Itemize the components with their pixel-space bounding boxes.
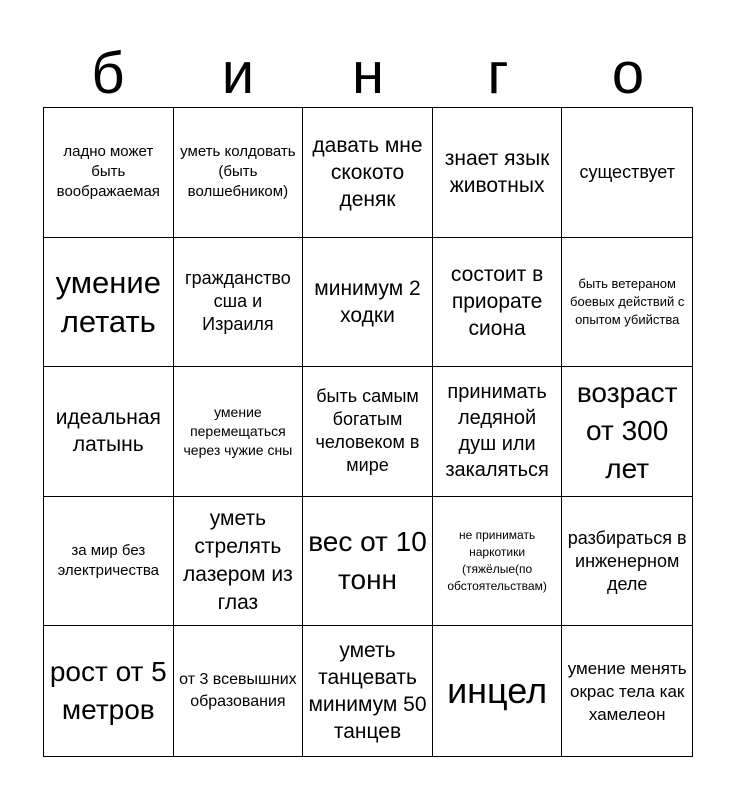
bingo-cell[interactable] bbox=[303, 367, 433, 497]
bingo-cell[interactable] bbox=[562, 626, 692, 756]
bingo-cell[interactable] bbox=[562, 497, 692, 627]
bingo-header bbox=[43, 40, 693, 108]
cell-text: инцел bbox=[447, 670, 548, 712]
bingo-cell[interactable] bbox=[44, 367, 174, 497]
header-letter-n: н bbox=[351, 41, 385, 106]
cell-text: разбираться в инженерном деле bbox=[567, 527, 687, 594]
cell-text: уметь колдовать (быть волшебником) bbox=[180, 143, 296, 201]
cell-text: состоит в приорате сиона bbox=[450, 263, 544, 341]
bingo-cell[interactable] bbox=[44, 497, 174, 627]
cell-text: быть ветераном боевых действий с опытом убийства bbox=[570, 275, 685, 327]
cell-text: идеальная латынь bbox=[55, 406, 161, 457]
bingo-cell[interactable] bbox=[174, 238, 304, 368]
cell-text: не принимать наркотики (тяжёлые(по обстоятельствам) bbox=[447, 528, 547, 594]
cell-text: гражданство сша и Израиля bbox=[185, 268, 291, 335]
cell-text: минимум 2 ходки bbox=[314, 276, 421, 327]
cell-text: ладно может быть воображаемая bbox=[56, 143, 160, 201]
cell-text: от 3 всевышних образования bbox=[179, 671, 297, 711]
bingo-cell[interactable] bbox=[44, 108, 174, 238]
bingo-cell[interactable] bbox=[562, 108, 692, 238]
cell-text: за мир без электричества bbox=[57, 542, 159, 580]
bingo-cell[interactable] bbox=[44, 238, 174, 368]
cell-text: знает язык животных bbox=[444, 147, 550, 198]
bingo-cell[interactable] bbox=[174, 108, 304, 238]
header-letter-o: о bbox=[611, 41, 645, 106]
cell-text: умение летать bbox=[55, 264, 161, 339]
bingo-cell[interactable] bbox=[174, 626, 304, 756]
cell-text: существует bbox=[579, 161, 675, 182]
cell-text: рост от 5 метров bbox=[49, 656, 167, 726]
bingo-cell[interactable] bbox=[303, 238, 433, 368]
cell-text: умение менять окрас тела как хамелеон bbox=[567, 658, 687, 724]
bingo-cell[interactable] bbox=[562, 367, 692, 497]
cell-text: умение перемещаться через чужие сны bbox=[183, 403, 293, 458]
bingo-cell[interactable] bbox=[303, 626, 433, 756]
bingo-cell[interactable] bbox=[562, 238, 692, 368]
bingo-cell[interactable] bbox=[433, 108, 563, 238]
header-letter-g: г bbox=[487, 41, 509, 106]
bingo-cell[interactable] bbox=[433, 238, 563, 368]
cell-text: принимать ледяной душ или закаляться bbox=[445, 381, 549, 482]
bingo-cell[interactable] bbox=[433, 497, 563, 627]
cell-text: давать мне скокото деняк bbox=[312, 133, 423, 211]
header-letter-b: б bbox=[91, 41, 125, 106]
bingo-cell[interactable] bbox=[433, 626, 563, 756]
bingo-cell[interactable] bbox=[303, 108, 433, 238]
bingo-cell[interactable] bbox=[174, 497, 304, 627]
cell-text: возраст от 300 лет bbox=[576, 377, 678, 485]
bingo-cell[interactable] bbox=[303, 497, 433, 627]
bingo-cell[interactable] bbox=[174, 367, 304, 497]
bingo-cell[interactable] bbox=[44, 626, 174, 756]
cell-text: вес от 10 тонн bbox=[308, 526, 427, 596]
cell-text: уметь стрелять лазером из глаз bbox=[183, 507, 293, 615]
bingo-cell[interactable] bbox=[433, 367, 563, 497]
cell-text: уметь танцевать минимум 50 танцев bbox=[308, 639, 427, 744]
header-letter-i: и bbox=[221, 41, 255, 106]
cell-text: быть самым богатым человеком в мире bbox=[315, 386, 420, 476]
bingo-board bbox=[43, 107, 693, 757]
